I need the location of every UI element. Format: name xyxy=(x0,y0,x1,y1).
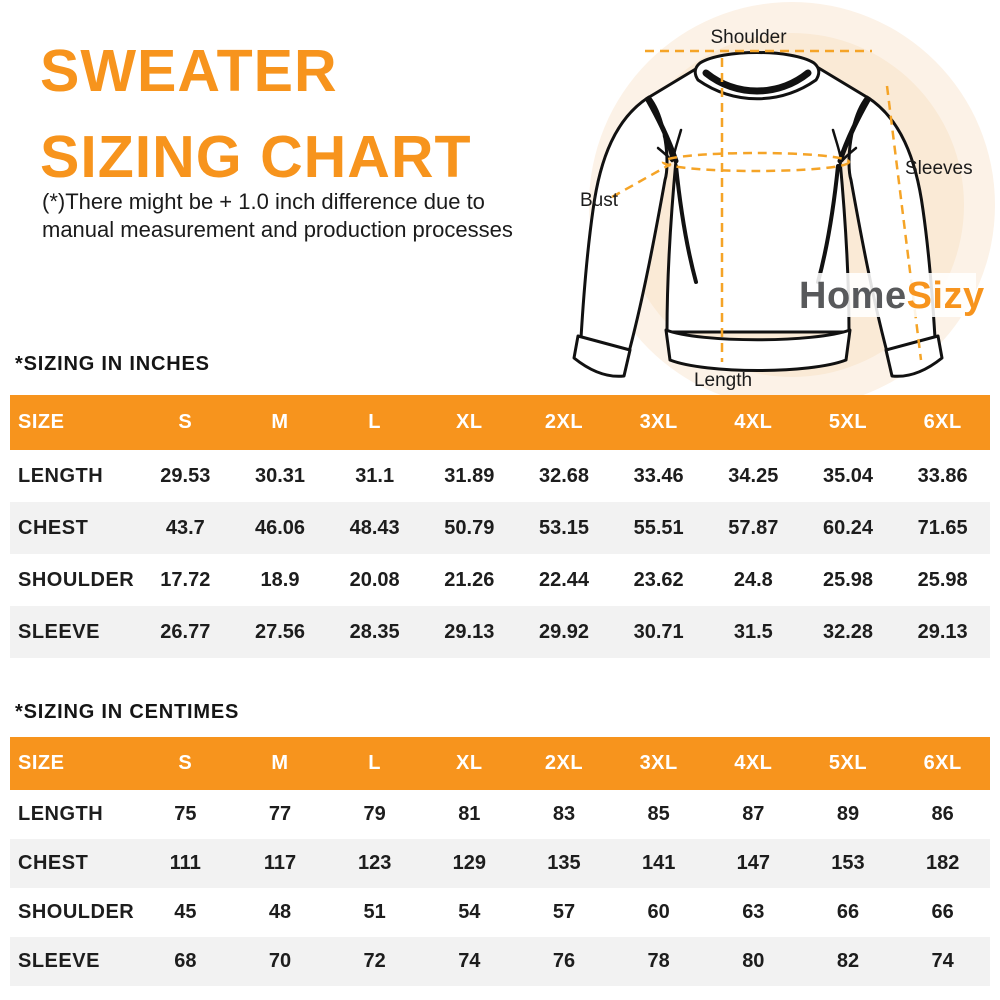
shoulder-label: Shoulder xyxy=(710,27,787,48)
sizing-table-centimes xyxy=(10,737,990,986)
table-cell: 89 xyxy=(836,803,860,825)
column-header-l: L xyxy=(368,752,382,774)
table-cell: 29.92 xyxy=(538,620,590,643)
table-cell: 29.53 xyxy=(160,464,211,487)
row-label: SHOULDER xyxy=(18,568,135,591)
table-cell: 70 xyxy=(268,950,292,972)
table-cell: 66 xyxy=(836,901,860,923)
section-title-inches: *SIZING IN INCHES xyxy=(15,353,210,375)
table-cell: 29.13 xyxy=(917,620,968,643)
table-cell: 31.1 xyxy=(355,464,395,487)
table-cell: 60 xyxy=(647,901,670,923)
table-cell: 68 xyxy=(174,950,197,972)
table-cell: 63 xyxy=(742,901,765,923)
brand-logo-home: Home xyxy=(799,275,907,317)
bust-label: Bust xyxy=(580,190,619,211)
row-label: SHOULDER xyxy=(18,901,135,923)
table-cell: 75 xyxy=(174,803,197,825)
table-cell: 141 xyxy=(641,852,676,874)
column-header-l: L xyxy=(368,411,382,433)
table-row-sleeve xyxy=(10,937,990,986)
row-label: SLEEVE xyxy=(18,950,100,972)
table-cell: 50.79 xyxy=(444,516,495,539)
table-cell: 78 xyxy=(647,950,670,972)
column-header-size: SIZE xyxy=(18,411,65,433)
disclaimer-line2: manual measurement and production processes xyxy=(42,217,513,242)
table-row-chest xyxy=(10,839,990,888)
table-cell: 34.25 xyxy=(728,464,779,487)
page-title-line1: SWEATER xyxy=(40,38,338,104)
table-row-shoulder xyxy=(10,888,990,937)
table-cell: 32.28 xyxy=(822,620,874,643)
column-header-6xl: 6XL xyxy=(923,752,962,774)
table-cell: 111 xyxy=(169,852,201,874)
length-label: Length xyxy=(693,370,753,391)
column-header-size: SIZE xyxy=(18,752,65,774)
sleeves-label: Sleeves xyxy=(905,158,973,179)
table-cell: 17.72 xyxy=(160,568,211,591)
table-row-length xyxy=(10,450,990,502)
table-cell: 66 xyxy=(931,901,954,923)
table-header-row xyxy=(10,737,990,790)
column-header-m: M xyxy=(271,411,289,433)
table-cell: 23.62 xyxy=(633,568,684,591)
table-cell: 85 xyxy=(647,803,670,825)
table-cell: 28.35 xyxy=(349,620,400,643)
table-cell: 43.7 xyxy=(165,516,205,539)
table-cell: 81 xyxy=(458,803,481,825)
column-header-xl: XL xyxy=(456,752,483,774)
table-cell: 21.26 xyxy=(444,568,495,591)
table-cell: 55.51 xyxy=(633,516,684,539)
table-cell: 27.56 xyxy=(254,620,306,643)
table-cell: 25.98 xyxy=(917,568,968,591)
column-header-3xl: 3XL xyxy=(639,411,678,433)
column-header-m: M xyxy=(271,752,289,774)
table-cell: 32.68 xyxy=(538,464,590,487)
table-cell: 72 xyxy=(363,950,386,972)
table-cell: 86 xyxy=(931,803,954,825)
table-cell: 57 xyxy=(552,901,576,923)
table-cell: 153 xyxy=(831,852,865,874)
column-header-s: S xyxy=(178,411,193,433)
column-header-5xl: 5XL xyxy=(828,752,868,774)
table-cell: 30.31 xyxy=(254,464,306,487)
table-cell: 25.98 xyxy=(822,568,874,591)
brand-logo xyxy=(799,275,985,318)
table-cell: 51 xyxy=(363,901,386,923)
row-label: LENGTH xyxy=(18,464,104,487)
column-header-2xl: 2XL xyxy=(544,752,584,774)
table-cell: 22.44 xyxy=(538,568,590,591)
disclaimer xyxy=(42,188,513,244)
row-label: CHEST xyxy=(18,852,89,874)
row-label: LENGTH xyxy=(18,803,104,825)
table-cell: 46.06 xyxy=(254,516,306,539)
table-cell: 35.04 xyxy=(822,464,874,487)
table-cell: 33.46 xyxy=(633,464,684,487)
table-cell: 129 xyxy=(452,852,486,874)
table-cell: 80 xyxy=(742,950,765,972)
table-cell: 79 xyxy=(363,803,386,825)
table-cell: 53.15 xyxy=(538,516,590,539)
table-cell: 29.13 xyxy=(444,620,495,643)
table-cell: 30.71 xyxy=(633,620,684,643)
table-cell: 182 xyxy=(925,852,960,874)
table-row-chest xyxy=(10,502,990,554)
table-cell: 117 xyxy=(263,852,297,874)
column-header-6xl: 6XL xyxy=(923,411,962,433)
column-header-5xl: 5XL xyxy=(828,411,868,433)
table-cell: 74 xyxy=(931,950,954,972)
table-cell: 31.89 xyxy=(444,464,495,487)
row-label: SLEEVE xyxy=(18,620,100,643)
table-row-sleeve xyxy=(10,606,990,658)
column-header-xl: XL xyxy=(456,411,483,433)
table-cell: 45 xyxy=(174,901,197,923)
table-cell: 71.65 xyxy=(917,516,968,539)
column-header-3xl: 3XL xyxy=(639,752,678,774)
table-cell: 20.08 xyxy=(349,568,400,591)
brand-logo-sizy: Sizy xyxy=(906,275,985,317)
table-cell: 54 xyxy=(458,901,481,923)
table-cell: 87 xyxy=(742,803,765,825)
page-title-line2: SIZING CHART xyxy=(40,124,472,190)
column-header-2xl: 2XL xyxy=(544,411,584,433)
table-cell: 83 xyxy=(552,803,576,825)
table-cell: 24.8 xyxy=(733,568,773,591)
table-cell: 26.77 xyxy=(160,620,211,643)
table-cell: 31.5 xyxy=(733,620,773,643)
table-row-shoulder xyxy=(10,554,990,606)
table-cell: 147 xyxy=(736,852,770,874)
table-body xyxy=(10,790,990,986)
table-cell: 82 xyxy=(836,950,860,972)
table-header-row xyxy=(10,395,990,450)
table-cell: 33.86 xyxy=(917,464,968,487)
section-title-centimes: *SIZING IN CENTIMES xyxy=(15,701,240,723)
table-cell: 77 xyxy=(268,803,292,825)
column-header-4xl: 4XL xyxy=(734,752,773,774)
table-cell: 60.24 xyxy=(822,516,874,539)
sizing-table-inches xyxy=(10,395,990,658)
table-cell: 48.43 xyxy=(349,516,400,539)
page-title xyxy=(40,28,472,200)
table-cell: 57.87 xyxy=(728,516,779,539)
table-cell: 48 xyxy=(268,901,292,923)
table-cell: 135 xyxy=(547,852,581,874)
row-label: CHEST xyxy=(18,516,89,539)
column-header-4xl: 4XL xyxy=(734,411,773,433)
table-cell: 18.9 xyxy=(260,568,300,591)
table-body xyxy=(10,450,990,658)
column-header-s: S xyxy=(178,752,193,774)
table-row-length xyxy=(10,790,990,839)
table-cell: 123 xyxy=(357,852,392,874)
table-cell: 74 xyxy=(458,950,481,972)
disclaimer-line1: (*)There might be + 1.0 inch difference due to xyxy=(42,189,485,214)
table-cell: 76 xyxy=(552,950,576,972)
